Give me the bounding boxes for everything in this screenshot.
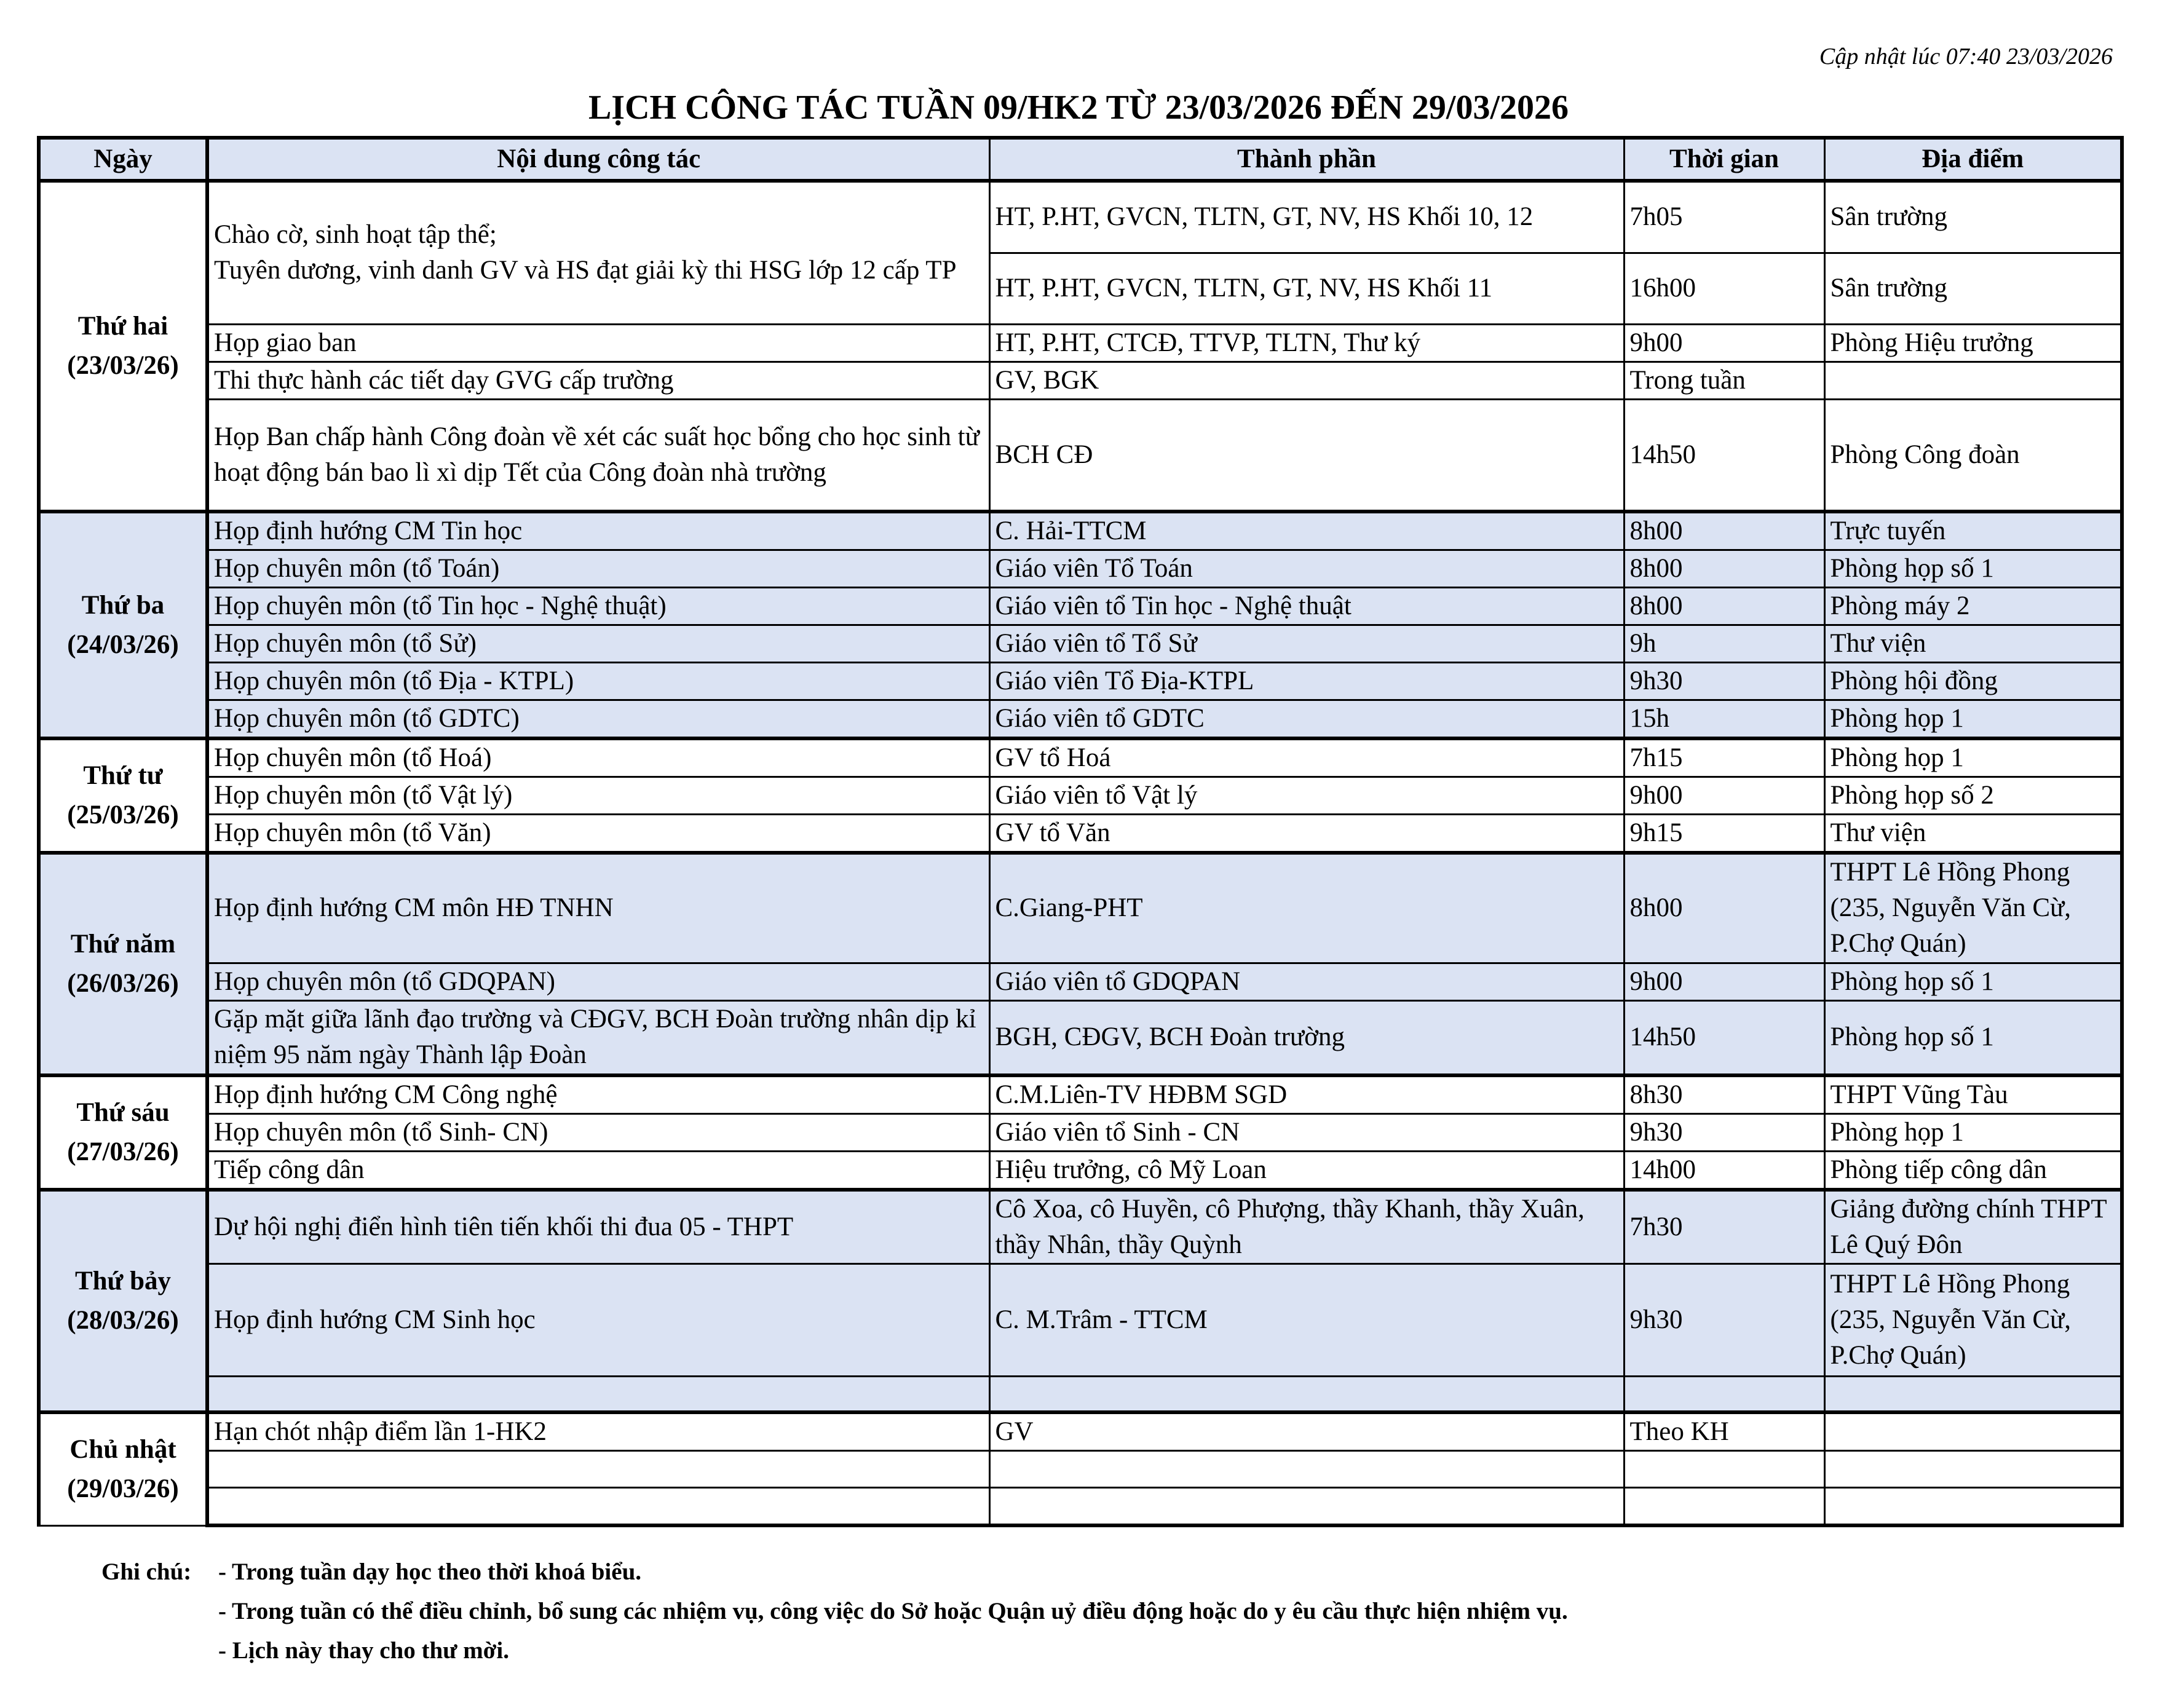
members-cell <box>989 1487 1624 1525</box>
members-cell: Giáo viên Tổ Địa-KTPL <box>989 663 1624 700</box>
time-cell: 9h30 <box>1624 1114 1824 1152</box>
members-cell: GV <box>989 1412 1624 1451</box>
place-cell: Phòng họp số 2 <box>1824 777 2122 815</box>
content-cell: Họp định hướng CM Sinh học <box>207 1264 989 1377</box>
content-cell <box>207 1487 989 1525</box>
members-cell: Giáo viên tổ Tổ Sử <box>989 625 1624 663</box>
members-cell: Cô Xoa, cô Huyền, cô Phượng, thầy Khanh, thầy Xuân, thầy Nhân, thầy Quỳnh <box>989 1190 1624 1264</box>
table-row <box>39 512 2122 550</box>
schedule-table <box>37 136 2124 1527</box>
place-cell <box>1824 1450 2122 1487</box>
members-cell: Giáo viên tổ GDTC <box>989 700 1624 739</box>
place-cell <box>1824 1412 2122 1451</box>
time-cell: 16h00 <box>1624 253 1824 324</box>
table-row <box>39 815 2122 853</box>
table-row <box>39 399 2122 512</box>
members-cell <box>989 1450 1624 1487</box>
members-cell: HT, P.HT, GVCN, TLTN, GT, NV, HS Khối 11 <box>989 253 1624 324</box>
members-cell: GV tổ Hoá <box>989 738 1624 777</box>
time-cell: 7h30 <box>1624 1190 1824 1264</box>
content-cell: Họp chuyên môn (tổ Tin học - Nghệ thuật) <box>207 588 989 625</box>
content-cell: Họp chuyên môn (tổ Văn) <box>207 815 989 853</box>
place-cell: THPT Lê Hồng Phong (235, Nguyễn Văn Cừ, P.Chợ Quán) <box>1824 853 2122 963</box>
time-cell: 9h15 <box>1624 815 1824 853</box>
content-cell: Họp chuyên môn (tổ Sinh- CN) <box>207 1114 989 1152</box>
time-cell: 8h00 <box>1624 550 1824 588</box>
content-cell: Họp định hướng CM Tin học <box>207 512 989 550</box>
place-cell: Phòng Hiệu trưởng <box>1824 324 2122 362</box>
content-cell: Họp chuyên môn (tổ Hoá) <box>207 738 989 777</box>
place-cell <box>1824 1377 2122 1412</box>
header-place: Địa điểm <box>1824 138 2122 181</box>
day-date: (28/03/26) <box>67 1305 179 1335</box>
content-cell: Thi thực hành các tiết dạy GVG cấp trường <box>207 362 989 399</box>
time-cell: 7h15 <box>1624 738 1824 777</box>
content-cell: Họp Ban chấp hành Công đoàn về xét các suất học bổng cho học sinh từ hoạt động bán bao lì xì dịp Tết của Công đoàn nhà trường <box>207 399 989 512</box>
table-row <box>39 1264 2122 1377</box>
content-cell: Họp chuyên môn (tổ GDTC) <box>207 700 989 739</box>
day-cell-monday <box>39 181 207 512</box>
members-cell: HT, P.HT, GVCN, TLTN, GT, NV, HS Khối 10, 12 <box>989 181 1624 253</box>
table-row <box>39 663 2122 700</box>
time-cell: 9h00 <box>1624 963 1824 1000</box>
page-title: LỊCH CÔNG TÁC TUẦN 09/HK2 TỪ 23/03/2026 ĐẾN 29/03/2026 <box>588 89 1569 127</box>
table-row <box>39 1487 2122 1525</box>
time-cell: 7h05 <box>1624 181 1824 253</box>
place-cell: Trực tuyến <box>1824 512 2122 550</box>
members-cell <box>989 1377 1624 1412</box>
members-cell: C.M.Liên-TV HĐBM SGD <box>989 1075 1624 1114</box>
members-cell: C. Hải-TTCM <box>989 512 1624 550</box>
content-cell: Họp chuyên môn (tổ Địa - KTPL) <box>207 663 989 700</box>
place-cell: THPT Vũng Tàu <box>1824 1075 2122 1114</box>
day-date: (29/03/26) <box>67 1474 179 1503</box>
members-cell: BGH, CĐGV, BCH Đoàn trường <box>989 1000 1624 1075</box>
place-cell: Thư viện <box>1824 625 2122 663</box>
place-cell: Sân trường <box>1824 181 2122 253</box>
content-cell: Dự hội nghị điển hình tiên tiến khối thi đua 05 - THPT <box>207 1190 989 1264</box>
day-name: Thứ ba <box>81 590 165 620</box>
place-cell: THPT Lê Hồng Phong (235, Nguyễn Văn Cừ, P.Chợ Quán) <box>1824 1264 2122 1377</box>
time-cell: 14h00 <box>1624 1152 1824 1190</box>
day-cell-tuesday <box>39 512 207 738</box>
time-cell: 9h00 <box>1624 324 1824 362</box>
time-cell: 9h <box>1624 625 1824 663</box>
day-date: (26/03/26) <box>67 969 179 998</box>
day-date: (23/03/26) <box>67 351 179 380</box>
time-cell <box>1624 1450 1824 1487</box>
members-cell: GV tổ Văn <box>989 815 1624 853</box>
note-item: - Trong tuần có thể điều chỉnh, bổ sung các nhiệm vụ, công việc do Sở hoặc Quận uỷ điều động hoặc do y êu cầu thực hiện nhiệm vụ. <box>218 1598 1568 1624</box>
day-date: (24/03/26) <box>67 630 179 659</box>
table-row <box>39 1377 2122 1412</box>
day-name: Thứ bảy <box>74 1266 172 1295</box>
table-row <box>39 700 2122 739</box>
content-cell: Họp chuyên môn (tổ Sử) <box>207 625 989 663</box>
time-cell: 8h30 <box>1624 1075 1824 1114</box>
table-row <box>39 777 2122 815</box>
content-cell: Họp chuyên môn (tổ GDQPAN) <box>207 963 989 1000</box>
place-cell: Phòng họp 1 <box>1824 1114 2122 1152</box>
time-cell <box>1624 1487 1824 1525</box>
members-cell: Hiệu trưởng, cô Mỹ Loan <box>989 1152 1624 1190</box>
content-cell: Chào cờ, sinh hoạt tập thể; Tuyên dương, vinh danh GV và HS đạt giải kỳ thi HSG lớp 12 cấp TP <box>207 181 989 324</box>
table-row <box>39 181 2122 253</box>
header-members: Thành phần <box>989 138 1624 181</box>
place-cell: Phòng hội đồng <box>1824 663 2122 700</box>
table-row <box>39 1450 2122 1487</box>
place-cell: Phòng tiếp công dân <box>1824 1152 2122 1190</box>
table-row <box>39 853 2122 963</box>
table-row <box>39 588 2122 625</box>
day-cell-friday <box>39 1075 207 1190</box>
time-cell: Trong tuần <box>1624 362 1824 399</box>
members-cell: C. M.Trâm - TTCM <box>989 1264 1624 1377</box>
note-item: - Trong tuần dạy học theo thời khoá biểu. <box>218 1559 642 1585</box>
place-cell: Sân trường <box>1824 253 2122 324</box>
table-row <box>39 1152 2122 1190</box>
day-name: Thứ năm <box>70 930 176 959</box>
time-cell: 14h50 <box>1624 399 1824 512</box>
table-row <box>39 625 2122 663</box>
table-row <box>39 1075 2122 1114</box>
notes-label: Ghi chú: <box>101 1559 192 1585</box>
content-cell: Họp chuyên môn (tổ Toán) <box>207 550 989 588</box>
content-cell: Họp chuyên môn (tổ Vật lý) <box>207 777 989 815</box>
day-name: Chủ nhật <box>69 1434 176 1464</box>
day-date: (25/03/26) <box>67 801 179 829</box>
content-cell: Tiếp công dân <box>207 1152 989 1190</box>
content-cell: Gặp mặt giữa lãnh đạo trường và CĐGV, BCH Đoàn trường nhân dịp kỉ niệm 95 năm ngày Thành lập Đoàn <box>207 1000 989 1075</box>
time-cell: 8h00 <box>1624 512 1824 550</box>
table-row <box>39 550 2122 588</box>
members-cell: Giáo viên Tổ Toán <box>989 550 1624 588</box>
members-cell: Giáo viên tổ Tin học - Nghệ thuật <box>989 588 1624 625</box>
time-cell <box>1624 1377 1824 1412</box>
members-cell: GV, BGK <box>989 362 1624 399</box>
day-name: Thứ hai <box>77 312 168 341</box>
members-cell: Giáo viên tổ Sinh - CN <box>989 1114 1624 1152</box>
place-cell: Phòng Công đoàn <box>1824 399 2122 512</box>
note-item: - Lịch này thay cho thư mời. <box>218 1637 509 1664</box>
header-day: Ngày <box>39 138 207 181</box>
time-cell: 8h00 <box>1624 853 1824 963</box>
content-cell: Hạn chót nhập điểm lần 1-HK2 <box>207 1412 989 1451</box>
place-cell <box>1824 362 2122 399</box>
place-cell: Thư viện <box>1824 815 2122 853</box>
content-cell <box>207 1450 989 1487</box>
content-cell: Họp định hướng CM môn HĐ TNHN <box>207 853 989 963</box>
header-content: Nội dung công tác <box>207 138 989 181</box>
members-cell: Giáo viên tổ Vật lý <box>989 777 1624 815</box>
day-name: Thứ sáu <box>76 1098 170 1127</box>
table-row <box>39 1000 2122 1075</box>
day-cell-saturday <box>39 1190 207 1412</box>
day-date: (27/03/26) <box>67 1137 179 1166</box>
table-row <box>39 1114 2122 1152</box>
table-row <box>39 324 2122 362</box>
table-row <box>39 1412 2122 1451</box>
members-cell: C.Giang-PHT <box>989 853 1624 963</box>
table-row <box>39 1190 2122 1264</box>
content-cell <box>207 1377 989 1412</box>
place-cell: Giảng đường chính THPT Lê Quý Đôn <box>1824 1190 2122 1264</box>
table-row <box>39 738 2122 777</box>
day-cell-thursday <box>39 853 207 1075</box>
place-cell: Phòng máy 2 <box>1824 588 2122 625</box>
table-header-row <box>39 138 2122 181</box>
header-time: Thời gian <box>1624 138 1824 181</box>
day-cell-wednesday <box>39 738 207 853</box>
time-cell: 14h50 <box>1624 1000 1824 1075</box>
time-cell: 8h00 <box>1624 588 1824 625</box>
place-cell: Phòng họp số 1 <box>1824 1000 2122 1075</box>
table-row <box>39 362 2122 399</box>
members-cell: BCH CĐ <box>989 399 1624 512</box>
place-cell <box>1824 1487 2122 1525</box>
content-cell: Họp giao ban <box>207 324 989 362</box>
table-row <box>39 963 2122 1000</box>
updated-timestamp: Cập nhật lúc 07:40 23/03/2026 <box>1819 44 2113 69</box>
day-name: Thứ tư <box>83 761 163 790</box>
day-cell-sunday <box>39 1412 207 1526</box>
members-cell: HT, P.HT, CTCĐ, TTVP, TLTN, Thư ký <box>989 324 1624 362</box>
place-cell: Phòng họp 1 <box>1824 700 2122 739</box>
time-cell: 9h30 <box>1624 663 1824 700</box>
time-cell: 9h30 <box>1624 1264 1824 1377</box>
time-cell: 9h00 <box>1624 777 1824 815</box>
place-cell: Phòng họp số 1 <box>1824 550 2122 588</box>
place-cell: Phòng họp 1 <box>1824 738 2122 777</box>
time-cell: Theo KH <box>1624 1412 1824 1451</box>
place-cell: Phòng họp số 1 <box>1824 963 2122 1000</box>
members-cell: Giáo viên tổ GDQPAN <box>989 963 1624 1000</box>
content-cell: Họp định hướng CM Công nghệ <box>207 1075 989 1114</box>
time-cell: 15h <box>1624 700 1824 739</box>
